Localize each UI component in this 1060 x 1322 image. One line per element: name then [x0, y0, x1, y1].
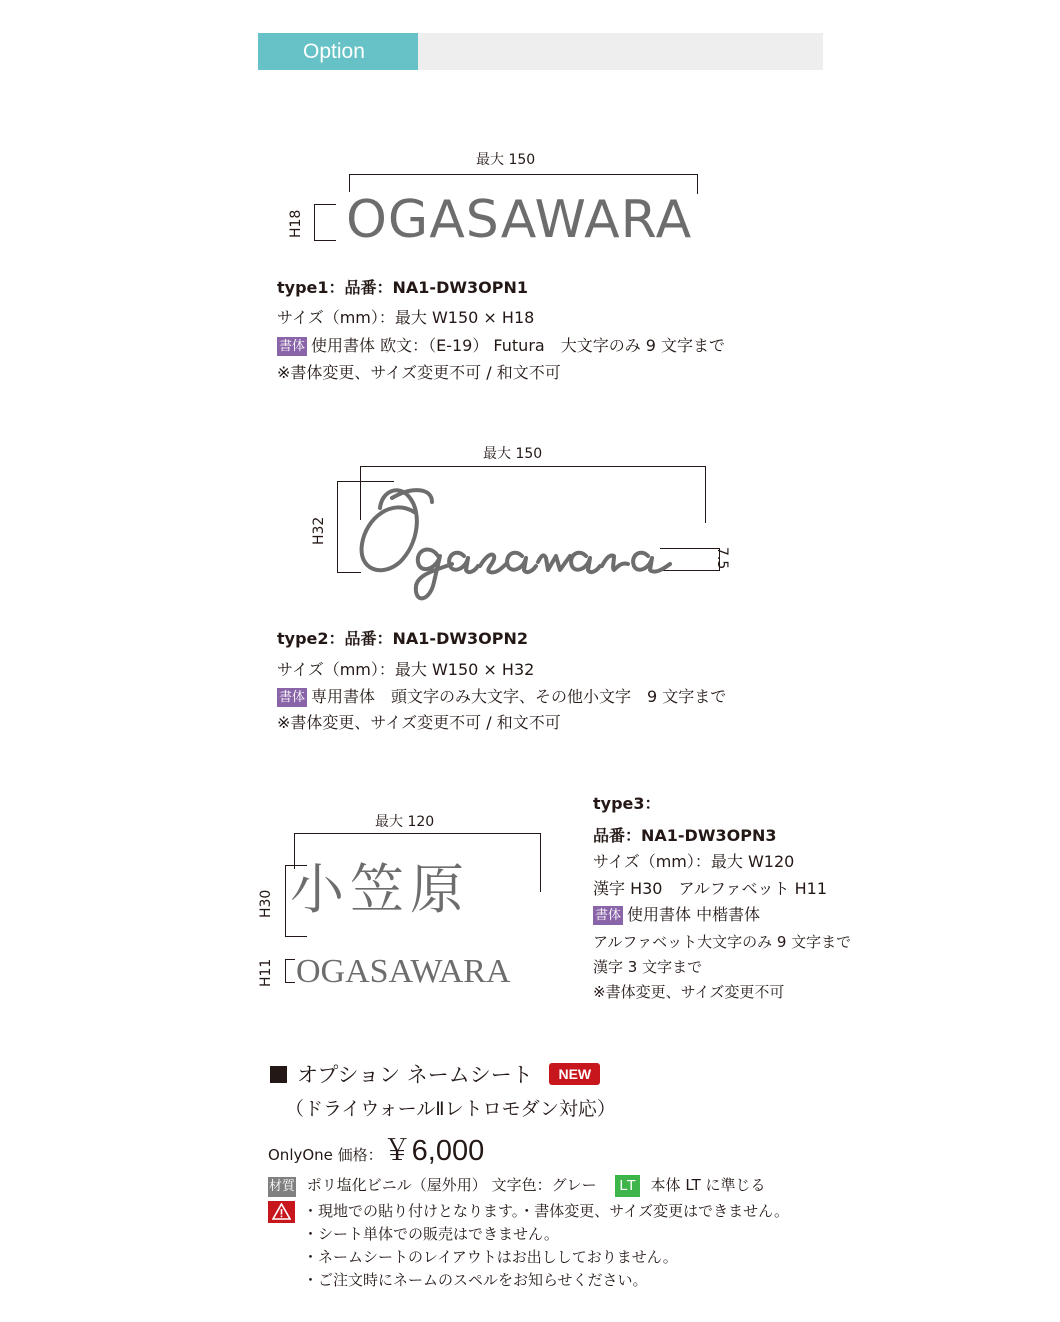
price-value: ￥6,000 [382, 1135, 485, 1167]
type3-height-spec: 漢字 H30 アルファベット H11 [593, 879, 827, 898]
price-label: OnlyOne 価格： [268, 1146, 383, 1164]
type3-kanji-height-label: H30 [258, 889, 274, 918]
type2-size: サイズ（mm）：最大 W150 × H32 [277, 660, 535, 679]
type3-width-dimension-line [294, 833, 541, 834]
new-badge: NEW [549, 1063, 600, 1085]
type1-size: サイズ（mm）：最大 W150 × H18 [277, 308, 535, 327]
type1-note: ※書体変更、サイズ変更不可 / 和文不可 [277, 363, 561, 382]
type1-height-bottom-tick [314, 240, 336, 241]
name-sheet-title: オプション ネームシート NEW [270, 1060, 600, 1090]
type2-height-line [337, 481, 338, 573]
type2-font: 書体 専用書体 頭文字のみ大文字、その他小文字 9 文字まで [279, 687, 727, 706]
font-badge: 書体 [279, 690, 306, 705]
type2-width-right-tick [705, 466, 706, 523]
name-sheet-subtitle: （ドライウォールⅡレトロモダン対応） [285, 1098, 616, 1120]
type3-alpha-height-top [285, 959, 295, 960]
type3-size: サイズ（mm）：最大 W120 [593, 852, 795, 871]
type3-type-label: type3： [593, 794, 661, 813]
type2-width-dimension-line [360, 466, 706, 467]
type1-sample-name: OGASAWARA [346, 190, 693, 250]
font-badge: 書体 [279, 339, 306, 354]
material-badge: 材質 [268, 1177, 296, 1197]
note-item: ・ご注文時にネームのスペルをお知らせください。 [303, 1271, 648, 1289]
type2-note: ※書体変更、サイズ変更不可 / 和文不可 [277, 713, 561, 732]
type1-height-label: H18 [288, 209, 304, 238]
warning-icon [268, 1201, 295, 1223]
type2-script-sample [352, 478, 702, 608]
type1-max-width-label: 最大 150 [476, 152, 536, 168]
type2-product-code: type2：品番：NA1-DW3OPN2 [277, 629, 528, 648]
type3-width-right-tick [540, 833, 541, 892]
type1-width-dimension-line [349, 174, 698, 175]
price-row [268, 1133, 484, 1173]
option-header-tab: Option [258, 33, 418, 70]
type1-width-right-tick [697, 174, 698, 194]
note-item: ・ネームシートのレイアウトはお出ししておりません。 [303, 1248, 678, 1266]
type3-font: 書体 使用書体 中楷書体 [595, 905, 761, 924]
type2-height-label: H32 [311, 516, 327, 545]
type3-product-code: 品番：NA1-DW3OPN3 [593, 826, 777, 845]
note-item: ・シート単体での販売はできません。 [303, 1225, 559, 1243]
note-item: ・現地での貼り付けとなります。・書体変更、サイズ変更はできません。 [303, 1202, 790, 1220]
material-row: 材質 ポリ塩化ビニル（屋外用） 文字色：グレー LT 本体 LT に準じる [268, 1173, 766, 1197]
type3-kanji-sample: 小笠原 [290, 858, 470, 921]
type3-alpha-height-label: H11 [258, 958, 274, 987]
type3-alpha-height-bottom [285, 982, 295, 983]
type3-alpha-limit: アルファベット大文字のみ 9 文字まで [593, 933, 852, 951]
type3-alpha-sample: OGASAWARA [296, 953, 511, 990]
type2-max-width-label: 最大 150 [483, 446, 543, 462]
font-badge: 書体 [595, 908, 622, 923]
square-bullet-icon [270, 1066, 287, 1083]
type3-kanji-height-bottom [285, 936, 307, 937]
type3-kanji-height-line [285, 865, 286, 937]
type3-kanji-limit: 漢字 3 文字まで [593, 958, 703, 976]
notes-list [303, 1200, 789, 1292]
type3-max-width-label: 最大 120 [375, 814, 435, 830]
lt-badge: LT [615, 1175, 639, 1197]
type3-note: ※書体変更、サイズ変更不可 [593, 983, 785, 1001]
type1-height-top-tick [314, 204, 336, 205]
type3-alpha-height-line [285, 959, 286, 983]
option-header-bar [418, 33, 823, 70]
type1-product-code: type1：品番：NA1-DW3OPN1 [277, 278, 528, 297]
warning-badge [268, 1201, 295, 1223]
type1-height-line [314, 204, 315, 241]
type1-font: 書体 使用書体 欧文：（E-19） Futura 大文字のみ 9 文字まで [279, 336, 726, 355]
type2-small-height-label: 7.5 [714, 547, 730, 570]
